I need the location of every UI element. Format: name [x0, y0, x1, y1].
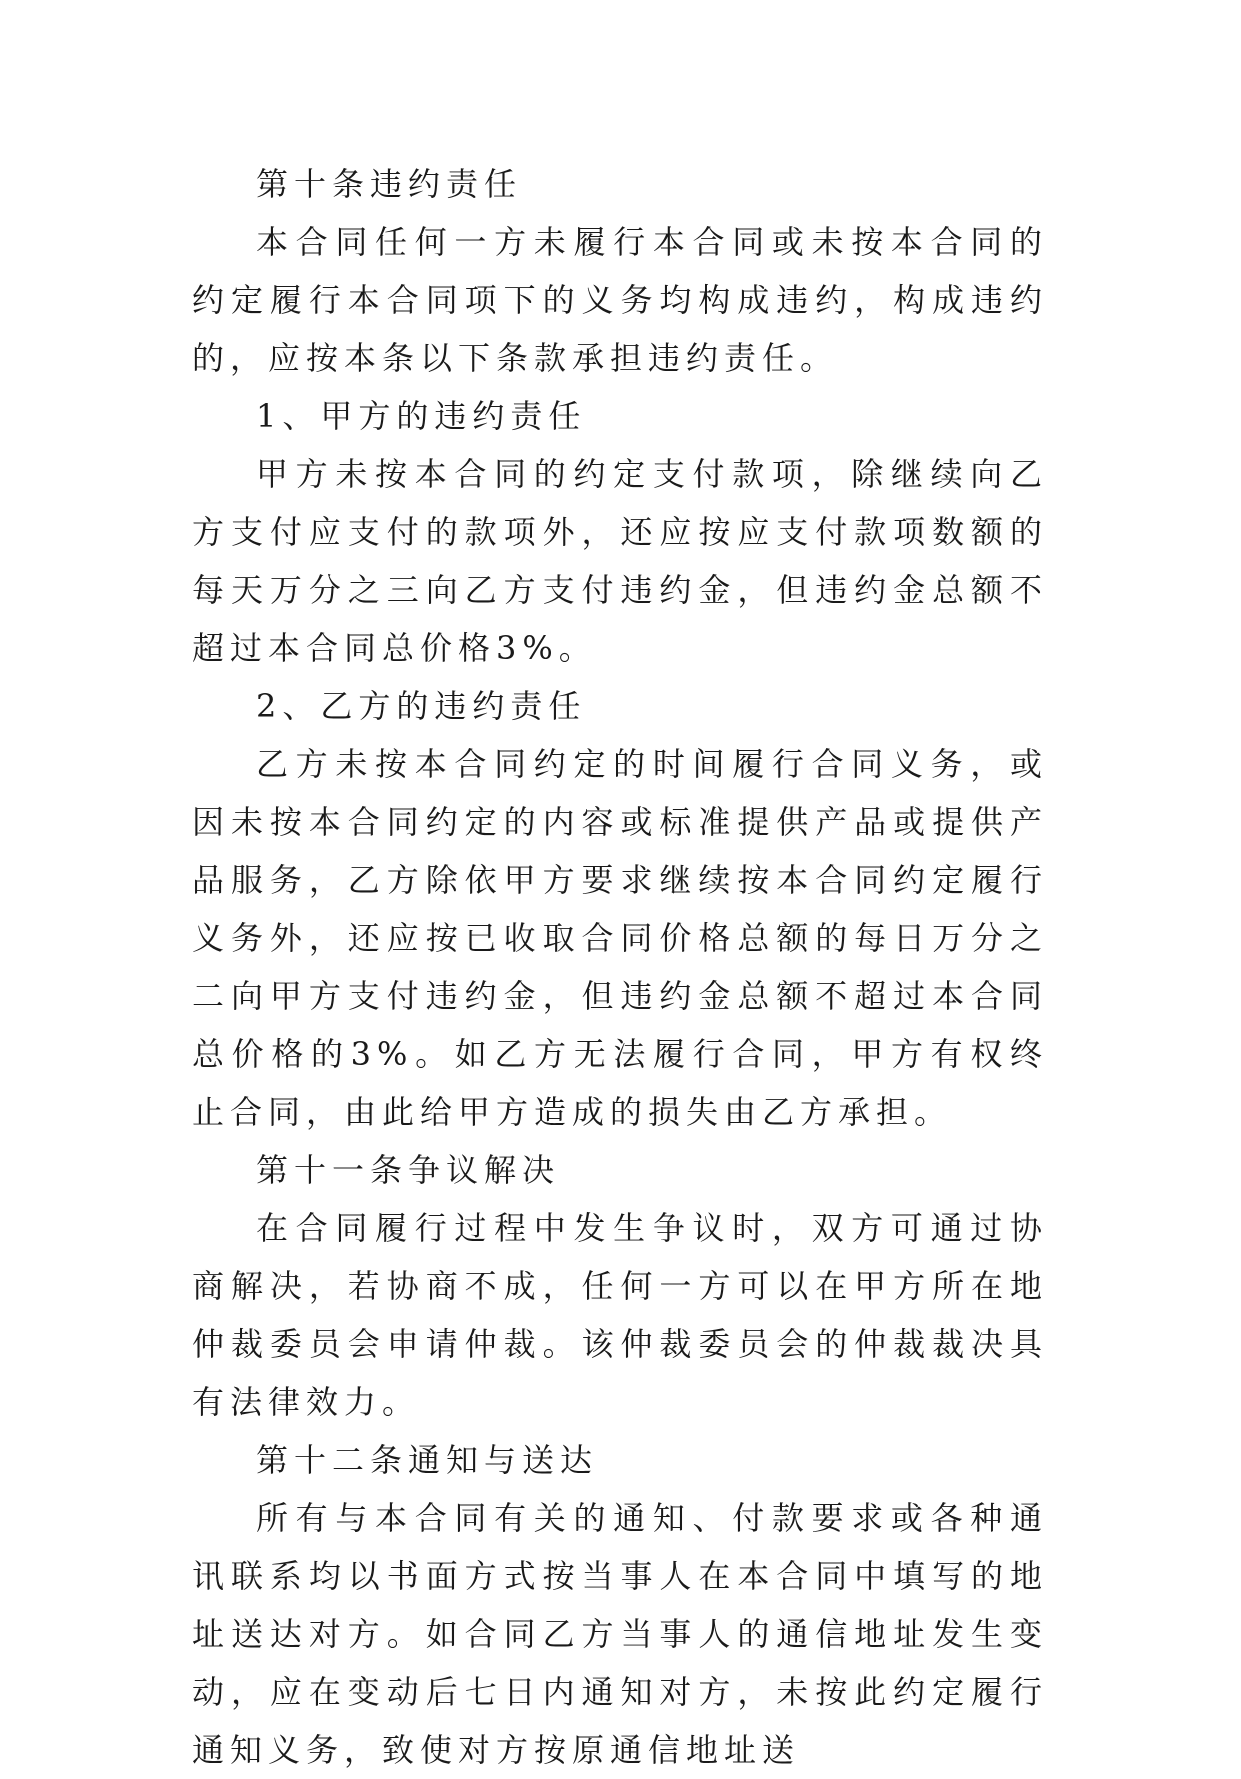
subheading-party-b-liability: 2、乙方的违约责任 [256, 687, 587, 725]
paragraph-breach-general: 本合同任何一方未履行本合同或未按本合同的约定履行本合同项下的义务均构成违约，构成违约的，应按本条以下条款承担违约责任。 [192, 223, 1048, 377]
paragraph-party-a-liability: 甲方未按本合同的约定支付款项，除继续向乙方支付应支付的款项外，还应按应支付款项数额的每天万分之三向乙方支付违约金，但违约金总额不超过本合同总价格3%。 [192, 455, 1048, 667]
paragraph-notice-delivery: 所有与本合同有关的通知、付款要求或各种通讯联系均以书面方式按当事人在本合同中填写的地址送达对方。如合同乙方当事人的通信地址发生变动，应在变动后七日内通知对方，未按此约定履行通知义务，致使对方按原通信地址送 [192, 1499, 1048, 1769]
subheading-party-a-liability: 1、甲方的违约责任 [256, 397, 587, 435]
paragraph-party-b-liability: 乙方未按本合同约定的时间履行合同义务，或因未按本合同约定的内容或标准提供产品或提供产品服务，乙方除依甲方要求继续按本合同约定履行义务外，还应按已收取合同价格总额的每日万分之二向甲方支付违约金，但违约金总额不超过本合同总价格的3%。如乙方无法履行合同，甲方有权终止合同，由此给甲方造成的损失由乙方承担。 [192, 745, 1048, 1131]
section-heading-article-10: 第十条违约责任 [256, 165, 523, 203]
document-body [192, 155, 1048, 1779]
section-heading-article-12: 第十二条通知与送达 [256, 1441, 599, 1479]
section-heading-article-11: 第十一条争议解决 [256, 1151, 561, 1189]
paragraph-dispute-resolution: 在合同履行过程中发生争议时，双方可通过协商解决，若协商不成，任何一方可以在甲方所在地仲裁委员会申请仲裁。该仲裁委员会的仲裁裁决具有法律效力。 [192, 1209, 1048, 1421]
